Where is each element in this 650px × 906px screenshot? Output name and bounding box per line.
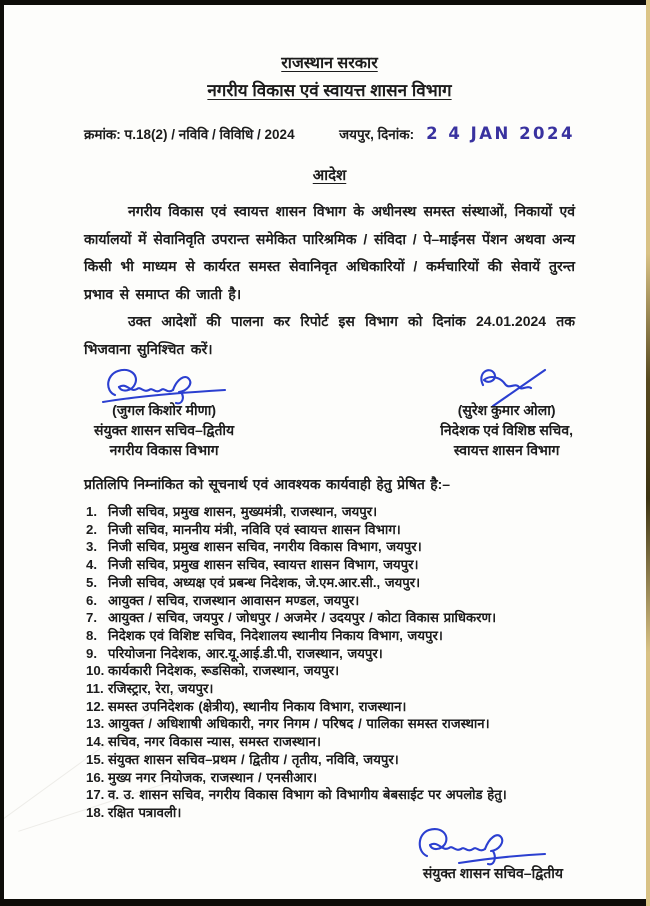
reference-number: क्रमांक: प.18(2) / नविवि / विविधि / 2024	[84, 127, 295, 142]
signatory-left-title2: नगरीय विकास विभाग	[109, 442, 219, 458]
recipient-list	[86, 503, 575, 822]
recipient-item: 3. निजी सचिव, प्रमुख शासन सचिव, नगरीय विकास विभाग, जयपुर।	[86, 539, 422, 555]
recipient-item: 16. मुख्य नगर नियोजक, राजस्थान / एनसीआर।	[86, 769, 318, 785]
signatory-right-title2: स्वायत्त शासन विभाग	[453, 442, 560, 458]
footer-signatory	[84, 822, 575, 883]
recipient-item: 2. निजी सचिव, माननीय मंत्री, नविवि एवं स्वायत्त शासन विभाग।	[86, 521, 401, 537]
signatory-left-title1: संयुक्त शासन सचिव–द्वितीय	[94, 422, 235, 438]
recipient-item: 1. निजी सचिव, प्रमुख शासन, मुख्यमंत्री, राजस्थान, जयपुर।	[86, 504, 378, 519]
recipient-item: 17. व. उ. शासन सचिव, नगरीय विकास विभाग को विभागीय बेबसाईट पर अपलोड हेतु।	[86, 787, 507, 803]
paper-page	[4, 5, 647, 899]
copy-distribution-line: प्रतिलिपि निम्नांकित को सूचनार्थ एवं आवश्यक कार्यवाही हेतु प्रेषित है:–	[84, 476, 451, 492]
recipient-item: 9. परियोजना निदेशक, आर.यू.आई.डी.पी, राजस्थान, जयपुर।	[86, 645, 383, 661]
recipient-item: 7. आयुक्त / सचिव, जयपुर / जोधपुर / अजमेर / उदयपुर / कोटा विकास प्राधिकरण।	[86, 610, 497, 626]
place-date	[339, 124, 575, 143]
date-stamp: 2 4 JAN 2024	[426, 124, 575, 143]
signatory-right-title1: निदेशक एवं विशिष्ठ सचिव,	[440, 422, 573, 438]
signatory-right-name: (सुरेश कुमार ओला)	[457, 402, 556, 418]
reference-line	[84, 124, 575, 143]
recipient-item: 11. रजिस्ट्रार, रेरा, जयपुर।	[86, 681, 214, 697]
recipient-item: 10. कार्यकारी निदेशक, रूडसिको, राजस्थान, जयपुर।	[86, 663, 340, 679]
recipient-item: 5. निजी सचिव, अध्यक्ष एवं प्रबन्ध निदेशक, जे.एम.आर.सी., जयपुर।	[86, 574, 421, 590]
recipient-item: 6. आयुक्त / सचिव, राजस्थान आवासन मण्डल, जयपुर।	[86, 592, 360, 608]
recipient-item: 14. सचिव, नगर विकास न्यास, समस्त राजस्थान।	[86, 734, 321, 750]
recipient-item: 13. आयुक्त / अधिशाषी अधिकारी, नगर निगम / परिषद / पालिका समस्त राजस्थान।	[86, 716, 490, 732]
scan-edge-artifact	[646, 0, 650, 906]
order-title: आदेश	[312, 167, 347, 184]
signature-bottom-ink	[409, 822, 549, 870]
recipient-item: 12. समस्त उपनिदेशक (क्षेत्रीय), स्थानीय निकाय विभाग, राजस्थान।	[86, 698, 407, 714]
recipient-item: 8. निदेशक एवं विशिष्ट सचिव, निदेशालय स्थानीय निकाय विभाग, जयपुर।	[86, 627, 443, 643]
order-paragraph-2: उक्त आदेशों की पालना कर रिपोर्ट इस विभाग को दिनांक 24.01.2024 तक भिजवाना सुनिश्चित करें।	[84, 313, 575, 357]
signatory-row	[84, 365, 575, 460]
signatory-left	[94, 365, 234, 460]
order-paragraph-1: नगरीय विकास एवं स्वायत्त शासन विभाग के अधीनस्थ समस्त संस्थाओं, निकायों एवं कार्यालयों में सेवानिवृति उपरान्त समेकित पारिश्रमिक / संविदा / पे–माईनस पेंशन अथवा अन्य किसी भी माध्यम से कार्यरत समस्त सेवानिवृत अधिकारियों / कर्मचारियों की सेवायें तुरन्त प्रभाव से समाप्त की जाती है।	[84, 203, 575, 302]
recipient-item: 15. संयुक्त शासन सचिव–प्रथम / द्वितीय / तृतीय, नविवि, जयपुर।	[86, 751, 399, 767]
signatory-right	[440, 365, 573, 460]
recipient-item: 4. निजी सचिव, प्रमुख शासन सचिव, स्वायत्त शासन विभाग, जयपुर।	[86, 557, 419, 573]
department-title: नगरीय विकास एवं स्वायत्त शासन विभाग	[207, 81, 452, 100]
signatory-left-name: (जुगल किशोर मीणा)	[112, 402, 217, 418]
footer-signatory-title: संयुक्त शासन सचिव–द्वितीय	[422, 864, 563, 881]
place-date-label: जयपुर, दिनांक:	[339, 127, 415, 142]
recipient-item: 18. रक्षित पत्रावली।	[86, 804, 182, 820]
document-content	[84, 5, 575, 899]
government-title: राजस्थान सरकार	[281, 55, 378, 72]
